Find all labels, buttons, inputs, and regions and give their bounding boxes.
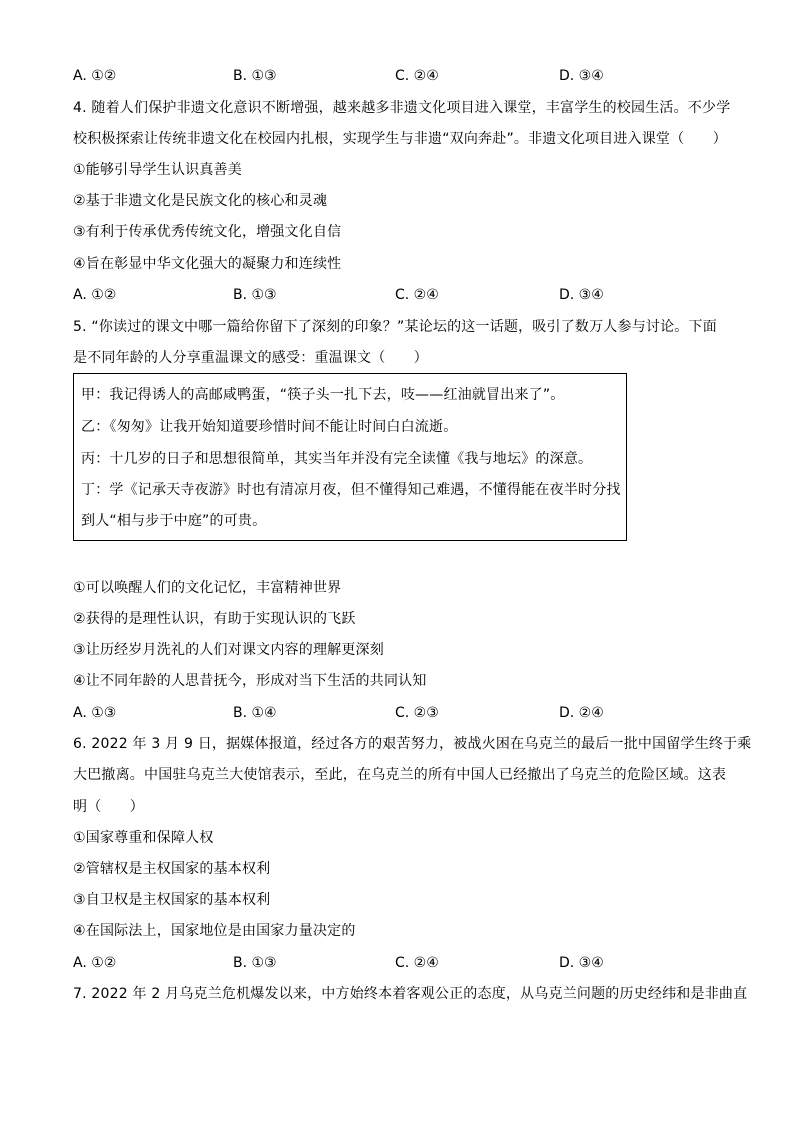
quote-line-2: 乙：《匆匆》让我开始知道要珍惜时间不能让时间白白流逝。: [81, 419, 458, 435]
q6-stem-line-3: 明（ ）: [73, 799, 144, 815]
q6-option-1: ①国家尊重和保障人权: [73, 830, 214, 846]
quote-line-1: 甲：我记得诱人的高邮咸鸭蛋，“筷子头一扎下去，吱——红油就冒出来了”。: [81, 387, 565, 403]
q4-option-3: ③有利于传承优秀传统文化，增强文化自信: [73, 224, 342, 240]
q4-option-1: ①能够引导学生认识真善美: [73, 162, 242, 178]
choice-a[interactable]: A. ①③: [73, 705, 117, 721]
choice-d[interactable]: D. ③④: [559, 68, 604, 84]
choice-c[interactable]: C. ②③: [395, 705, 439, 721]
q5-option-4: ④让不同年龄的人思昔抚今，形成对当下生活的共同认知: [73, 673, 427, 689]
q5-option-3: ③让历经岁月洗礼的人们对课文内容的理解更深刻: [73, 642, 384, 658]
q5-stem-line-2: 是不同年龄的人分享重温课文的感受：重温课文（ ）: [73, 350, 428, 366]
q6-option-2: ②管辖权是主权国家的基本权利: [73, 861, 271, 877]
q6-stem-line-2: 大巴撤离。中国驻乌克兰大使馆表示，至此，在乌克兰的所有中国人已经撤出了乌克兰的危险区域。这表: [73, 767, 727, 783]
q6-option-4: ④在国际法上，国家地位是由国家力量决定的: [73, 923, 356, 939]
choice-c[interactable]: C. ②④: [395, 287, 439, 303]
quote-box: [73, 373, 627, 541]
choice-b[interactable]: B. ①③: [233, 68, 277, 84]
q5-option-1: ①可以唤醒人们的文化记忆，丰富精神世界: [73, 580, 342, 596]
q4-choices: [73, 285, 733, 305]
q4-option-2: ②基于非遗文化是民族文化的核心和灵魂: [73, 193, 328, 209]
choice-b[interactable]: B. ①③: [233, 955, 277, 971]
choice-d[interactable]: D. ②④: [559, 705, 604, 721]
q4-stem-line-2: 校积极探索让传统非遗文化在校园内扎根，实现学生与非遗“双向奔赴”。非遗文化项目进入课堂（ ）: [73, 131, 727, 147]
q6-choices: [73, 953, 733, 973]
choice-b[interactable]: B. ①③: [233, 287, 277, 303]
q5-stem-line-1: 5. “你读过的课文中哪一篇给你留下了深刻的印象？”某论坛的这一话题，吸引了数万人参与讨论。下面: [73, 319, 717, 335]
choice-b[interactable]: B. ①④: [233, 705, 277, 721]
quote-line-4: 丁：学《记承天寺夜游》时也有清凉月夜，但不懂得知己难遇，不懂得能在夜半时分找: [81, 482, 621, 498]
choice-a[interactable]: A. ①②: [73, 955, 117, 971]
q5-option-2: ②获得的是理性认识，有助于实现认识的飞跃: [73, 611, 356, 627]
q4-option-4: ④旨在彰显中华文化强大的凝聚力和连续性: [73, 256, 342, 272]
choice-a[interactable]: A. ①②: [73, 287, 117, 303]
choice-c[interactable]: C. ②④: [395, 68, 439, 84]
quote-line-5: 到人“相与步于中庭”的可贵。: [81, 513, 267, 529]
quote-line-3: 丙：十几岁的日子和思想很简单，其实当年并没有完全读懂《我与地坛》的深意。: [81, 451, 593, 467]
choice-c[interactable]: C. ②④: [395, 955, 439, 971]
q3-choices: [73, 66, 733, 86]
choice-a[interactable]: A. ①②: [73, 68, 117, 84]
q7-stem-line-1: 7. 2022 年 2 月乌克兰危机爆发以来，中方始终本着客观公正的态度，从乌克兰问题的历史经纬和是非曲直: [73, 986, 748, 1002]
q4-stem-line-1: 4. 随着人们保护非遗文化意识不断增强，越来越多非遗文化项目进入课堂，丰富学生的校园生活。不少学: [73, 100, 731, 116]
q5-choices: [73, 703, 733, 723]
q6-stem-line-1: 6. 2022 年 3 月 9 日，据媒体报道，经过各方的艰苦努力，被战火困在乌克兰的最后一批中国留学生终于乘: [73, 736, 752, 752]
q6-option-3: ③自卫权是主权国家的基本权利: [73, 892, 271, 908]
choice-d[interactable]: D. ③④: [559, 955, 604, 971]
choice-d[interactable]: D. ③④: [559, 287, 604, 303]
